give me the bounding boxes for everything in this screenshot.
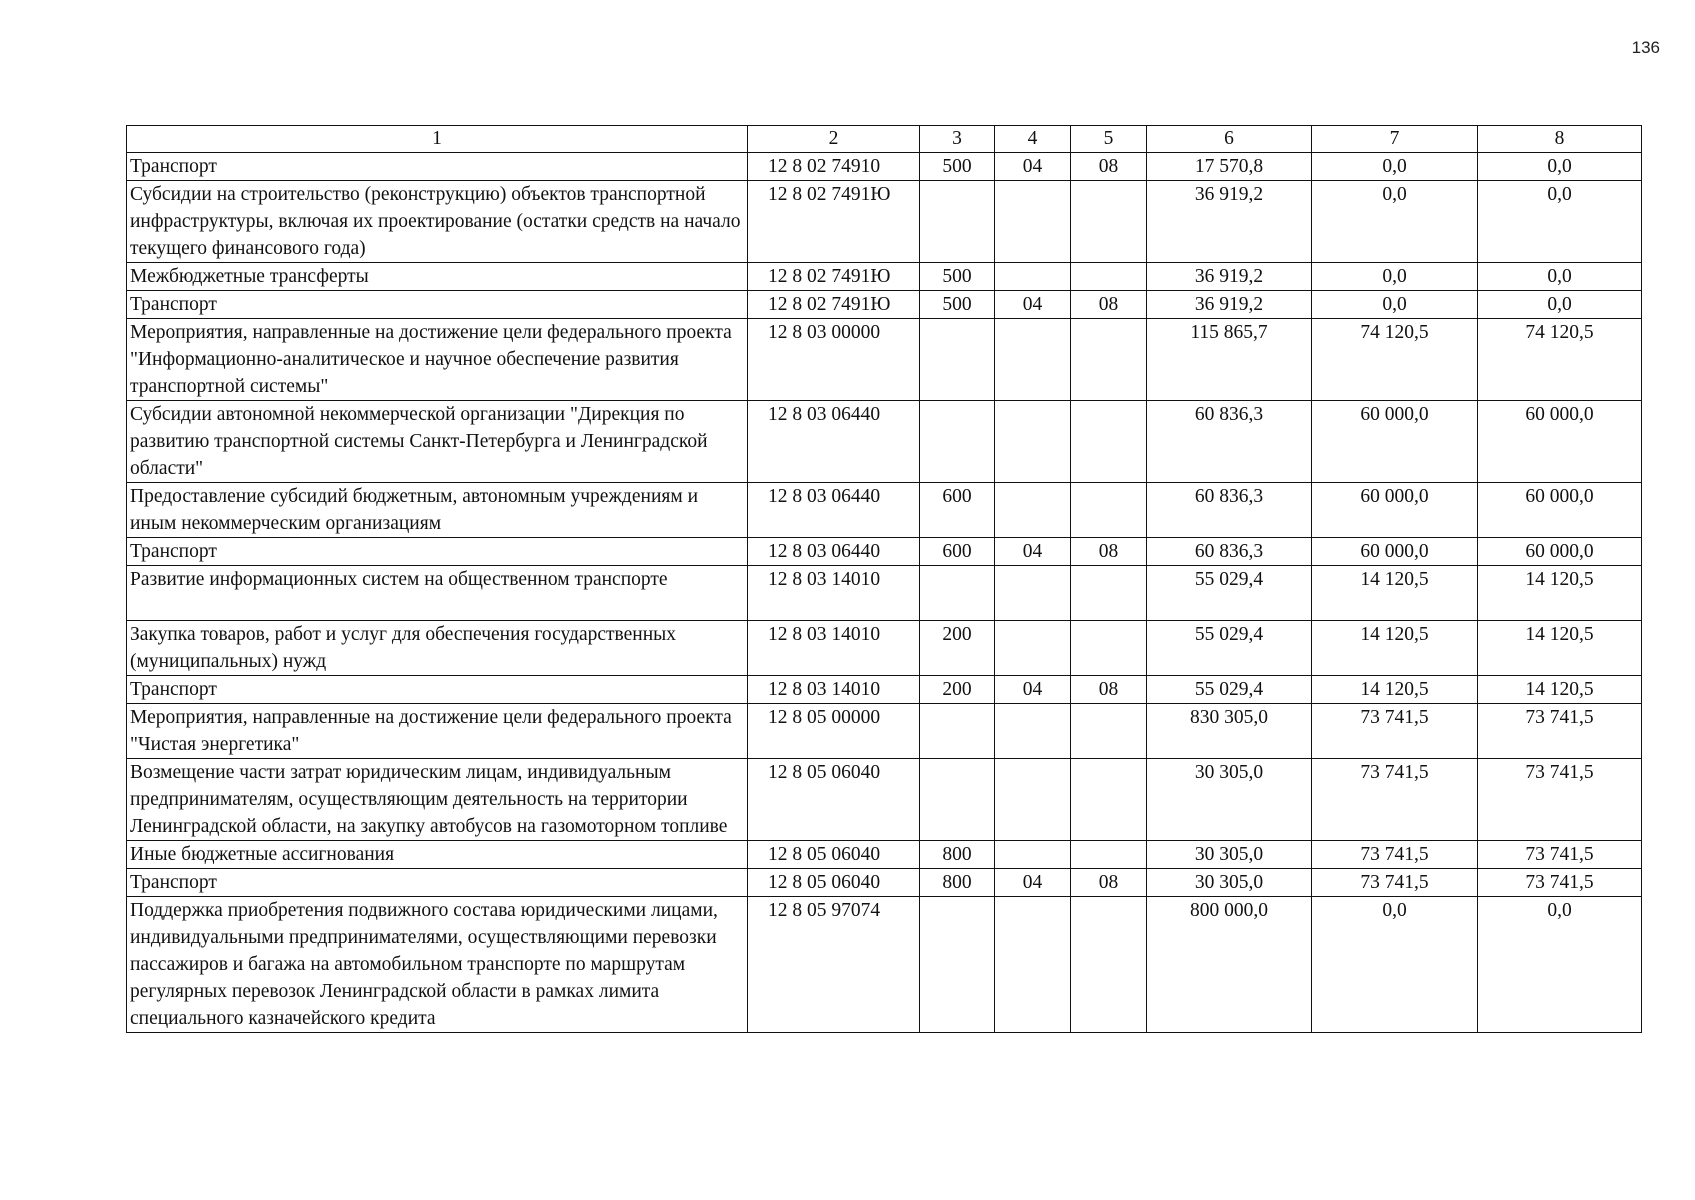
amount-col7: 73 741,5 (1312, 759, 1478, 841)
row-name: Транспорт (127, 291, 748, 319)
header-row (127, 126, 1642, 153)
target-code: 12 8 03 14010 (748, 621, 920, 676)
subsection: 08 (1071, 153, 1147, 181)
amount-col7: 73 741,5 (1312, 704, 1478, 759)
expense-type: 800 (920, 841, 995, 869)
amount-col6: 800 000,0 (1147, 897, 1312, 1033)
expense-type (920, 319, 995, 401)
amount-col7: 0,0 (1312, 153, 1478, 181)
column-header: 7 (1312, 126, 1478, 153)
subsection (1071, 181, 1147, 263)
amount-col8: 14 120,5 (1478, 566, 1642, 621)
amount-col6: 36 919,2 (1147, 181, 1312, 263)
table-row (127, 704, 1642, 759)
amount-col7: 73 741,5 (1312, 869, 1478, 897)
amount-col7: 60 000,0 (1312, 401, 1478, 483)
amount-col6: 60 836,3 (1147, 538, 1312, 566)
section: 04 (995, 676, 1071, 704)
target-code: 12 8 05 00000 (748, 704, 920, 759)
target-code: 12 8 03 14010 (748, 676, 920, 704)
subsection (1071, 759, 1147, 841)
row-name: Поддержка приобретения подвижного состава юридическими лицами, индивидуальными предпринимателями, осуществляющими перевозки пассажиров и багажа на автомобильном транспорте по маршрутам регулярных перевозок Ленинградской области в рамках лимита специального казначейского кредита (127, 897, 748, 1033)
amount-col7: 14 120,5 (1312, 566, 1478, 621)
subsection (1071, 263, 1147, 291)
amount-col7: 14 120,5 (1312, 676, 1478, 704)
section (995, 566, 1071, 621)
row-name: Субсидии на строительство (реконструкцию) объектов транспортной инфраструктуры, включая их проектирование (остатки средств на начало текущего финансового года) (127, 181, 748, 263)
amount-col8: 0,0 (1478, 153, 1642, 181)
column-header: 3 (920, 126, 995, 153)
amount-col8: 60 000,0 (1478, 483, 1642, 538)
table-row (127, 263, 1642, 291)
column-header: 4 (995, 126, 1071, 153)
section (995, 621, 1071, 676)
table-row (127, 401, 1642, 483)
row-name: Мероприятия, направленные на достижение цели федерального проекта "Чистая энергетика" (127, 704, 748, 759)
target-code: 12 8 05 06040 (748, 869, 920, 897)
column-header: 2 (748, 126, 920, 153)
table-row (127, 869, 1642, 897)
row-name: Транспорт (127, 538, 748, 566)
amount-col8: 60 000,0 (1478, 401, 1642, 483)
expense-type: 600 (920, 538, 995, 566)
amount-col6: 36 919,2 (1147, 291, 1312, 319)
column-header: 6 (1147, 126, 1312, 153)
expense-type (920, 401, 995, 483)
subsection: 08 (1071, 676, 1147, 704)
target-code: 12 8 03 06440 (748, 401, 920, 483)
expense-type: 200 (920, 621, 995, 676)
column-header: 8 (1478, 126, 1642, 153)
expense-type (920, 759, 995, 841)
target-code: 12 8 02 7491Ю (748, 291, 920, 319)
target-code: 12 8 05 06040 (748, 759, 920, 841)
expense-type (920, 704, 995, 759)
amount-col8: 14 120,5 (1478, 621, 1642, 676)
table-row (127, 483, 1642, 538)
row-name: Субсидии автономной некоммерческой организации "Дирекция по развитию транспортной системы Санкт-Петербурга и Ленинградской области" (127, 401, 748, 483)
subsection (1071, 704, 1147, 759)
table-row (127, 841, 1642, 869)
amount-col6: 55 029,4 (1147, 621, 1312, 676)
amount-col6: 55 029,4 (1147, 676, 1312, 704)
amount-col8: 0,0 (1478, 181, 1642, 263)
amount-col6: 30 305,0 (1147, 869, 1312, 897)
amount-col6: 30 305,0 (1147, 841, 1312, 869)
amount-col8: 73 741,5 (1478, 759, 1642, 841)
subsection: 08 (1071, 869, 1147, 897)
amount-col7: 60 000,0 (1312, 483, 1478, 538)
amount-col8: 0,0 (1478, 263, 1642, 291)
amount-col7: 14 120,5 (1312, 621, 1478, 676)
amount-col8: 74 120,5 (1478, 319, 1642, 401)
section (995, 401, 1071, 483)
subsection: 08 (1071, 291, 1147, 319)
amount-col7: 0,0 (1312, 181, 1478, 263)
section: 04 (995, 869, 1071, 897)
page-number: 136 (1631, 38, 1660, 57)
target-code: 12 8 02 7491Ю (748, 263, 920, 291)
row-name: Межбюджетные трансферты (127, 263, 748, 291)
expense-type: 800 (920, 869, 995, 897)
row-name: Иные бюджетные ассигнования (127, 841, 748, 869)
amount-col8: 14 120,5 (1478, 676, 1642, 704)
subsection (1071, 566, 1147, 621)
expense-type: 600 (920, 483, 995, 538)
section: 04 (995, 291, 1071, 319)
amount-col6: 115 865,7 (1147, 319, 1312, 401)
section (995, 704, 1071, 759)
row-name: Транспорт (127, 676, 748, 704)
amount-col8: 60 000,0 (1478, 538, 1642, 566)
amount-col6: 60 836,3 (1147, 483, 1312, 538)
amount-col6: 55 029,4 (1147, 566, 1312, 621)
section (995, 319, 1071, 401)
section (995, 759, 1071, 841)
target-code: 12 8 05 97074 (748, 897, 920, 1033)
budget-table (126, 125, 1642, 1033)
section (995, 483, 1071, 538)
table-row (127, 319, 1642, 401)
subsection (1071, 621, 1147, 676)
table-row (127, 538, 1642, 566)
section (995, 841, 1071, 869)
subsection (1071, 401, 1147, 483)
amount-col6: 60 836,3 (1147, 401, 1312, 483)
target-code: 12 8 03 06440 (748, 538, 920, 566)
expense-type: 200 (920, 676, 995, 704)
target-code: 12 8 03 14010 (748, 566, 920, 621)
amount-col8: 73 741,5 (1478, 869, 1642, 897)
amount-col7: 60 000,0 (1312, 538, 1478, 566)
amount-col6: 36 919,2 (1147, 263, 1312, 291)
target-code: 12 8 03 00000 (748, 319, 920, 401)
column-header: 5 (1071, 126, 1147, 153)
expense-type (920, 897, 995, 1033)
amount-col6: 830 305,0 (1147, 704, 1312, 759)
table-row (127, 897, 1642, 1033)
expense-type: 500 (920, 291, 995, 319)
amount-col6: 17 570,8 (1147, 153, 1312, 181)
table-row (127, 759, 1642, 841)
amount-col7: 0,0 (1312, 263, 1478, 291)
expense-type (920, 566, 995, 621)
section (995, 181, 1071, 263)
target-code: 12 8 02 74910 (748, 153, 920, 181)
amount-col7: 0,0 (1312, 897, 1478, 1033)
subsection (1071, 897, 1147, 1033)
expense-type: 500 (920, 263, 995, 291)
row-name: Возмещение части затрат юридическим лицам, индивидуальным предпринимателям, осуществляющим деятельность на территории Ленинградской области, на закупку автобусов на газомоторном топливе (127, 759, 748, 841)
target-code: 12 8 05 06040 (748, 841, 920, 869)
row-name: Транспорт (127, 153, 748, 181)
expense-type (920, 181, 995, 263)
row-name: Закупка товаров, работ и услуг для обеспечения государственных (муниципальных) нужд (127, 621, 748, 676)
table-row (127, 291, 1642, 319)
subsection (1071, 841, 1147, 869)
table-row (127, 181, 1642, 263)
subsection: 08 (1071, 538, 1147, 566)
row-name: Транспорт (127, 869, 748, 897)
expense-type: 500 (920, 153, 995, 181)
amount-col8: 0,0 (1478, 291, 1642, 319)
section (995, 263, 1071, 291)
subsection (1071, 319, 1147, 401)
amount-col8: 73 741,5 (1478, 841, 1642, 869)
amount-col8: 0,0 (1478, 897, 1642, 1033)
amount-col7: 0,0 (1312, 291, 1478, 319)
target-code: 12 8 02 7491Ю (748, 181, 920, 263)
amount-col6: 30 305,0 (1147, 759, 1312, 841)
amount-col7: 74 120,5 (1312, 319, 1478, 401)
table-row (127, 566, 1642, 621)
amount-col8: 73 741,5 (1478, 704, 1642, 759)
amount-col7: 73 741,5 (1312, 841, 1478, 869)
subsection (1071, 483, 1147, 538)
row-name: Предоставление субсидий бюджетным, автономным учреждениям и иным некоммерческим организациям (127, 483, 748, 538)
row-name: Развитие информационных систем на общественном транспорте (127, 566, 748, 621)
section: 04 (995, 153, 1071, 181)
section (995, 897, 1071, 1033)
row-name: Мероприятия, направленные на достижение цели федерального проекта "Информационно-аналитическое и научное обеспечение развития транспортной системы" (127, 319, 748, 401)
column-header: 1 (127, 126, 748, 153)
section: 04 (995, 538, 1071, 566)
table-row (127, 153, 1642, 181)
table-row (127, 621, 1642, 676)
table-row (127, 676, 1642, 704)
target-code: 12 8 03 06440 (748, 483, 920, 538)
